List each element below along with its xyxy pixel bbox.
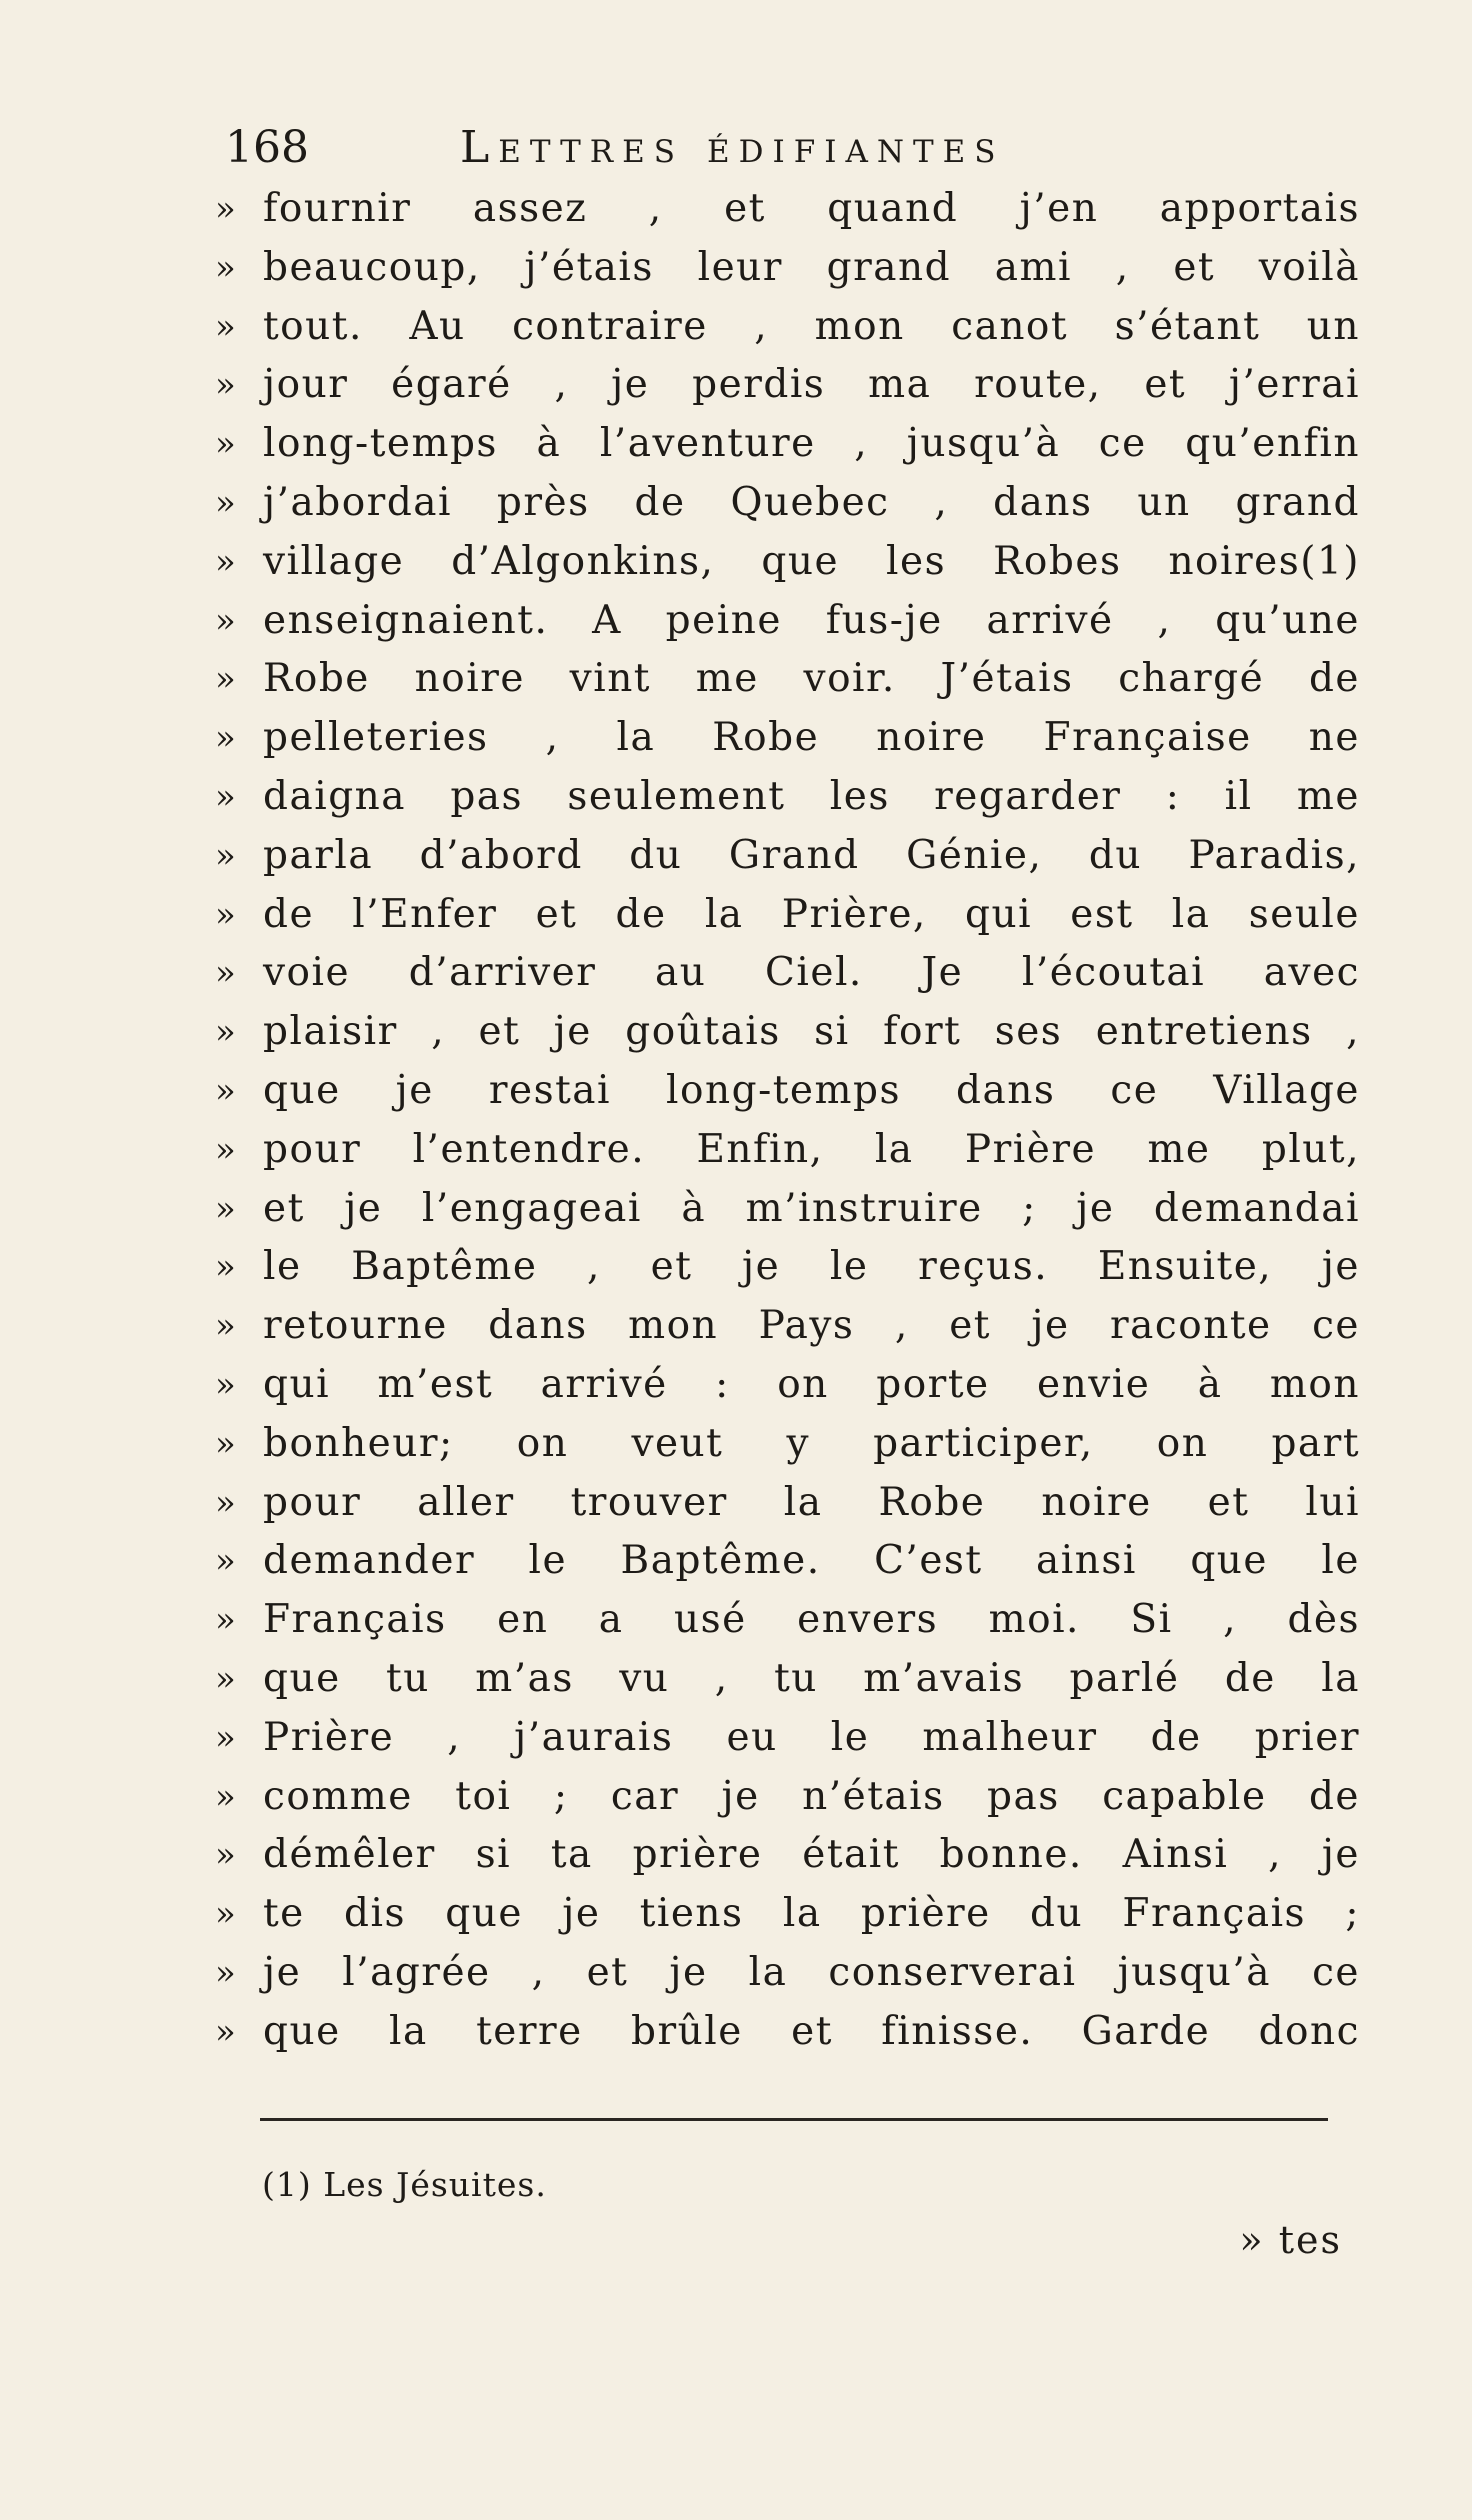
line-text: daigna pas seulement les regarder : il me: [263, 773, 1360, 819]
quote-mark: »: [215, 424, 236, 465]
text-line: [215, 1062, 1360, 1121]
text-line: [215, 827, 1360, 886]
text-line: [215, 1650, 1360, 1709]
text-line: [215, 1885, 1360, 1944]
quote-mark: »: [215, 1012, 236, 1053]
quote-mark: »: [215, 953, 236, 994]
line-text: Français en a usé envers moi. Si , dès: [263, 1597, 1360, 1643]
text-line: [215, 533, 1360, 592]
text-line: [215, 1944, 1360, 2003]
line-text: beaucoup, j’étais leur grand ami , et voilà: [263, 244, 1360, 290]
text-line: [215, 1532, 1360, 1591]
text-line: [215, 1415, 1360, 1474]
text-line: [215, 1121, 1360, 1180]
quote-mark: »: [215, 541, 236, 582]
line-text: te dis que je tiens la prière du Français ;: [263, 1891, 1360, 1937]
quote-mark: »: [215, 365, 236, 406]
quote-mark: »: [215, 1776, 236, 1817]
line-text: démêler si ta prière était bonne. Ainsi , je: [263, 1832, 1360, 1878]
text-line: [215, 1826, 1360, 1885]
text-line: [215, 592, 1360, 651]
text-line: [215, 474, 1360, 533]
text-line: [215, 1709, 1360, 1768]
catchword: » tes: [1239, 2218, 1342, 2262]
quote-mark: »: [215, 1364, 236, 1405]
line-text: pelleteries , la Robe noire Française ne: [263, 715, 1360, 761]
quote-mark: »: [215, 306, 236, 347]
footnote-rule: [260, 2118, 1328, 2121]
line-text: voie d’arriver au Ciel. Je l’écoutai avec: [263, 950, 1360, 996]
text-line: [215, 298, 1360, 357]
text-line: [215, 944, 1360, 1003]
line-text: enseignaient. A peine fus-je arrivé , qu’une: [263, 597, 1360, 643]
text-line: [215, 180, 1360, 239]
line-text: fournir assez , et quand j’en apportais: [263, 186, 1360, 231]
text-line: [215, 2003, 1360, 2062]
quote-mark: »: [215, 1894, 236, 1935]
quote-mark: »: [215, 1600, 236, 1641]
line-text: comme toi ; car je n’étais pas capable de: [263, 1773, 1360, 1819]
quote-mark: »: [215, 1482, 236, 1523]
line-text: qui m’est arrivé : on porte envie à mon: [263, 1361, 1360, 1407]
quote-mark: »: [215, 1306, 236, 1347]
line-text: j’abordai près de Quebec , dans un grand: [263, 479, 1360, 525]
line-text: le Baptême , et je le reçus. Ensuite, je: [263, 1244, 1360, 1290]
text-line: [215, 886, 1360, 945]
quote-mark: »: [215, 189, 236, 229]
text-line: [215, 709, 1360, 768]
text-line: [215, 1238, 1360, 1297]
text-line: [215, 356, 1360, 415]
line-text: tout. Au contraire , mon canot s’étant un: [263, 303, 1360, 349]
text-line: [215, 1180, 1360, 1239]
line-text: long-temps à l’aventure , jusqu’à ce qu’enfin: [263, 421, 1360, 467]
line-text: Prière , j’aurais eu le malheur de prier: [263, 1714, 1360, 1760]
line-text: jour égaré , je perdis ma route, et j’errai: [263, 362, 1360, 408]
quote-mark: »: [215, 1070, 236, 1111]
text-line: [215, 415, 1360, 474]
line-text: de l’Enfer et de la Prière, qui est la seule: [263, 891, 1360, 937]
footnote: (1) Les Jésuites.: [262, 2165, 547, 2204]
line-text: retourne dans mon Pays , et je raconte ce: [263, 1303, 1360, 1349]
quote-mark: »: [215, 482, 236, 523]
text-line: [215, 768, 1360, 827]
line-text: je l’agrée , et je la conserverai jusqu’à ce: [263, 1949, 1360, 1995]
quote-mark: »: [215, 2011, 236, 2052]
quote-mark: »: [215, 659, 236, 700]
quote-mark: »: [215, 247, 236, 288]
line-text: village d’Algonkins, que les Robes noires(1): [263, 538, 1360, 584]
quote-mark: »: [215, 1188, 236, 1229]
line-text: que la terre brûle et finisse. Garde donc: [263, 2008, 1360, 2054]
quote-mark: »: [215, 1835, 236, 1876]
line-text: plaisir , et je goûtais si fort ses entretiens ,: [263, 1009, 1360, 1055]
quote-mark: »: [215, 600, 236, 641]
text-line: [215, 1356, 1360, 1415]
text-line: [215, 1591, 1360, 1650]
line-text: demander le Baptême. C’est ainsi que le: [263, 1538, 1360, 1584]
quote-mark: »: [215, 1658, 236, 1699]
body-text: [215, 180, 1360, 2062]
line-text: que je restai long-temps dans ce Village: [263, 1067, 1360, 1113]
quote-mark: »: [215, 718, 236, 759]
text-line: [215, 650, 1360, 709]
text-line: [215, 1474, 1360, 1533]
quote-mark: »: [215, 1129, 236, 1170]
text-line: [215, 1003, 1360, 1062]
quote-mark: »: [215, 776, 236, 817]
text-line: [215, 239, 1360, 298]
text-line: [215, 1297, 1360, 1356]
page-number: 168: [225, 122, 309, 173]
line-text: parla d’abord du Grand Génie, du Paradis,: [263, 832, 1360, 878]
text-line: [215, 1768, 1360, 1827]
quote-mark: »: [215, 1952, 236, 1993]
line-text: que tu m’as vu , tu m’avais parlé de la: [263, 1655, 1360, 1701]
quote-mark: »: [215, 1541, 236, 1582]
line-text: et je l’engageai à m’instruire ; je demandai: [263, 1185, 1360, 1231]
line-text: pour l’entendre. Enfin, la Prière me plut,: [263, 1126, 1360, 1172]
quote-mark: »: [215, 1717, 236, 1758]
line-text: pour aller trouver la Robe noire et lui: [263, 1479, 1360, 1525]
line-text: bonheur; on veut y participer, on part: [263, 1420, 1360, 1466]
line-text: Robe noire vint me voir. J’étais chargé de: [263, 656, 1360, 702]
quote-mark: »: [215, 894, 236, 935]
running-title: Lettres édifiantes: [460, 122, 1005, 173]
quote-mark: »: [215, 1423, 236, 1464]
quote-mark: »: [215, 835, 236, 876]
quote-mark: »: [215, 1247, 236, 1288]
page-header: [225, 118, 1360, 178]
